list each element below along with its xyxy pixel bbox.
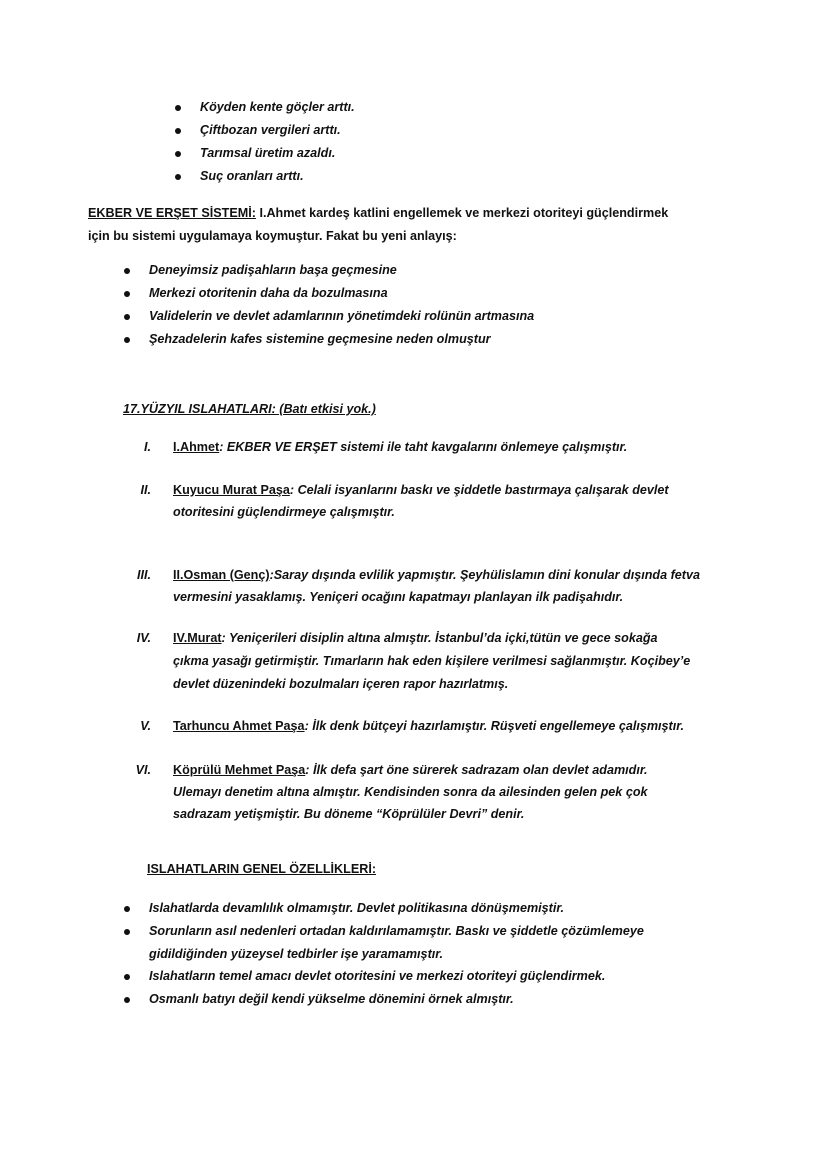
list-item: Sorunların asıl nedenleri ortadan kaldırılamamıştır. Baskı ve şiddetle çözümlemeye bbox=[149, 924, 644, 938]
reform-name: Tarhuncu Ahmet Paşa bbox=[173, 719, 305, 733]
reform-text: çıkma yasağı getirmiştir. Tımarların hak eden kişilere verilmesi sağlanmıştır. Koçibey’e bbox=[173, 654, 691, 668]
reform-text: :Saray dışında evlilik yapmıştır. Şeyhülislamın dini konular dışında fetva bbox=[269, 568, 701, 582]
reform-name: II.Osman (Genç) bbox=[173, 568, 270, 582]
reform-name: Kuyucu Murat Paşa bbox=[173, 483, 290, 497]
reform-item bbox=[173, 483, 669, 497]
roman-numeral: V. bbox=[140, 719, 151, 733]
roman-numeral: I. bbox=[144, 440, 151, 454]
list-item: Şehzadelerin kafes sistemine geçmesine neden olmuştur bbox=[149, 332, 491, 346]
reform-text: : EKBER VE ERŞET sistemi ile taht kavgalarını önlemeye çalışmıştır. bbox=[219, 440, 628, 454]
bullet-icon bbox=[124, 906, 130, 912]
ekber-text-line2: için bu sistemi uygulamaya koymuştur. Fakat bu yeni anlayış: bbox=[88, 229, 457, 243]
list-item: Osmanlı batıyı değil kendi yükselme dönemini örnek almıştır. bbox=[149, 992, 514, 1006]
reform-text: : İlk denk bütçeyi hazırlamıştır. Rüşveti engellemeye çalışmıştır. bbox=[304, 719, 684, 733]
reform-text: : İlk defa şart öne sürerek sadrazam olan devlet adamıdır. bbox=[305, 763, 648, 777]
list-item: Merkezi otoritenin daha da bozulmasına bbox=[149, 286, 388, 300]
bullet-icon bbox=[175, 174, 181, 180]
reform-name: IV.Murat bbox=[173, 631, 222, 645]
bullet-icon bbox=[124, 291, 130, 297]
roman-numeral: VI. bbox=[135, 763, 151, 777]
list-item: Islahatların temel amacı devlet otoritesini ve merkezi otoriteyi güçlendirmek. bbox=[149, 969, 606, 983]
reform-item bbox=[173, 631, 658, 645]
general-heading: ISLAHATLARIN GENEL ÖZELLİKLERİ: bbox=[147, 862, 377, 876]
bullet-icon bbox=[175, 128, 181, 134]
reform-text: Ulemayı denetim altına almıştır. Kendisinden sonra da ailesinden gelen pek çok bbox=[173, 785, 648, 799]
reform-text: : Celali isyanlarını baskı ve şiddetle bastırmaya çalışarak devlet bbox=[289, 483, 669, 497]
ekber-heading: EKBER VE ERŞET SİSTEMİ: bbox=[88, 206, 256, 220]
reform-name: Köprülü Mehmet Paşa bbox=[173, 763, 306, 777]
reform-text: vermesini yasaklamış. Yeniçeri ocağını kapatmayı planlayan ilk padişahıdır. bbox=[173, 590, 624, 604]
bullet-icon bbox=[124, 997, 130, 1003]
roman-numeral: III. bbox=[137, 568, 151, 582]
list-item: Deneyimsiz padişahların başa geçmesine bbox=[149, 263, 397, 277]
list-item: Köyden kente göçler arttı. bbox=[200, 100, 355, 114]
bullet-icon bbox=[175, 105, 181, 111]
list-item: Çiftbozan vergileri arttı. bbox=[200, 123, 341, 137]
reform-name: I.Ahmet bbox=[173, 440, 220, 454]
bullet-icon bbox=[175, 151, 181, 157]
reform-text: otoritesini güçlendirmeye çalışmıştır. bbox=[173, 505, 395, 519]
list-item: Suç oranları arttı. bbox=[200, 169, 304, 183]
bullet-icon bbox=[124, 337, 130, 343]
reform-item bbox=[173, 719, 684, 733]
bullet-icon bbox=[124, 314, 130, 320]
reform-item bbox=[173, 568, 700, 582]
reform-text: sadrazam yetişmiştir. Bu döneme “Köprülüler Devri” denir. bbox=[173, 807, 525, 821]
bullet-icon bbox=[124, 268, 130, 274]
reform-item bbox=[173, 763, 648, 777]
list-item: Tarımsal üretim azaldı. bbox=[200, 146, 336, 160]
roman-numeral: IV. bbox=[136, 631, 151, 645]
list-item: Islahatlarda devamlılık olmamıştır. Devlet politikasına dönüşmemiştir. bbox=[149, 901, 565, 915]
roman-numeral: II. bbox=[140, 483, 151, 497]
list-item: Validelerin ve devlet adamlarının yönetimdeki rolünün artmasına bbox=[149, 309, 535, 323]
reform-text: : Yeniçerileri disiplin altına almıştır. İstanbul’da içki,tütün ve gece sokağa bbox=[221, 631, 658, 645]
ekber-text-line1: I.Ahmet kardeş katlini engellemek ve merkezi otoriteyi güçlendirmek bbox=[255, 206, 669, 220]
list-item-continued: gidildiğinden yüzeysel tedbirler işe yaramamıştır. bbox=[149, 947, 443, 961]
reform-item bbox=[173, 440, 627, 454]
reform-text: devlet düzenindeki bozulmaları içeren rapor hazırlatmış. bbox=[173, 677, 509, 691]
bullet-icon bbox=[124, 974, 130, 980]
bullet-icon bbox=[124, 929, 130, 935]
ekber-paragraph-line1 bbox=[88, 206, 668, 220]
reforms-heading: 17.YÜZYIL ISLAHATLARI: (Batı etkisi yok.) bbox=[123, 402, 376, 416]
